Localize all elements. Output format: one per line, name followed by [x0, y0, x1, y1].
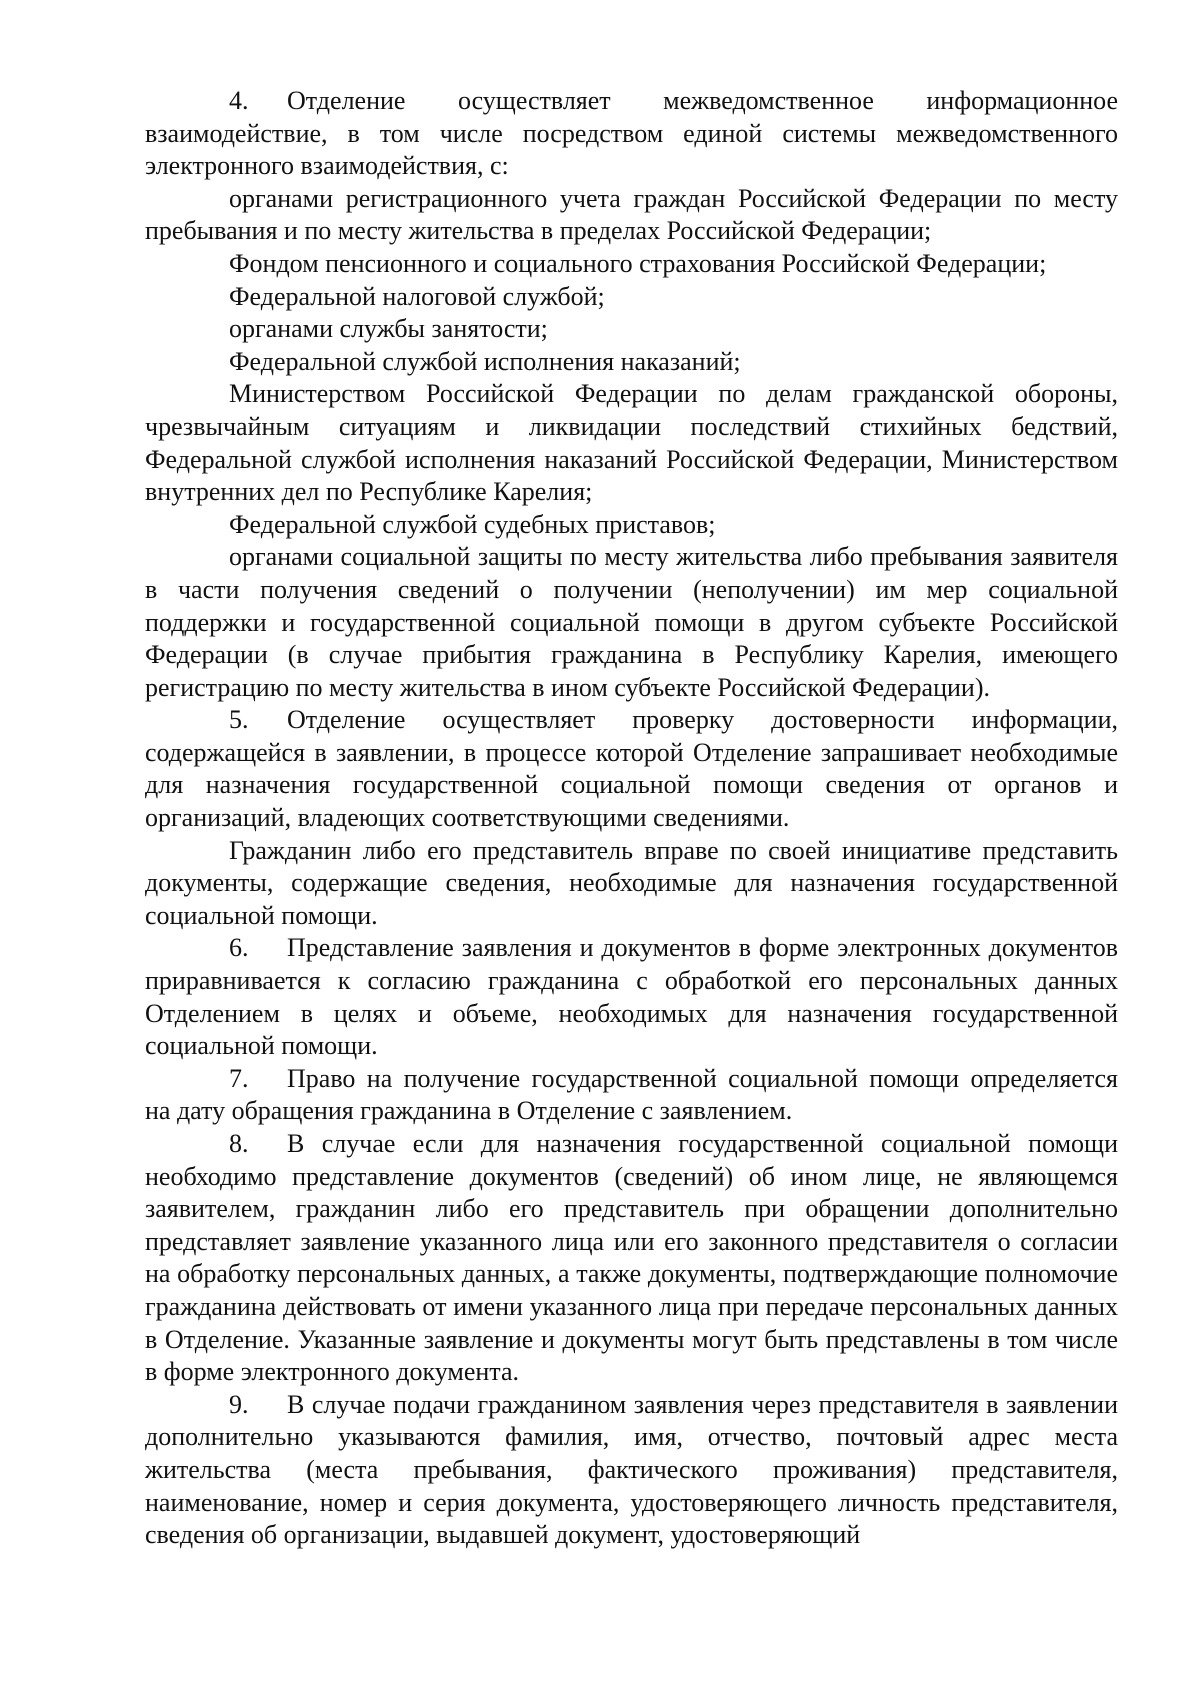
paragraph-text: Право на получение государственной социальной помощи определяется на дату обращения гражданина в Отделение с заявлением. — [145, 1063, 1118, 1126]
list-item — [145, 281, 1118, 314]
paragraph-number: 8. — [229, 1129, 249, 1158]
paragraph-text: Отделение осуществляет проверку достоверности информации, содержащейся в заявлении, в процессе которой Отделение запрашивает необходимые для назначения государственной социальной помощи сведения от органов и организаций, владеющих соответствующими сведениями. — [145, 705, 1118, 833]
paragraph-text: Отделение осуществляет межведомственное информационное взаимодействие, в том числе посредством единой системы межведомственного электронного взаимодействия, с: — [145, 86, 1118, 181]
paragraph-text: органами социальной защиты по месту жительства либо пребывания заявителя в части получения сведений о получении (неполучении) им мер социальной поддержки и государственной социальной помощи в другом субъекте Российской Федерации (в случае прибытия гражданина в Республику Карелия, имеющего регистрацию по месту жительства в ином субъекте Российской Федерации). — [145, 542, 1118, 702]
paragraph-text: Фондом пенсионного и социального страхования Российской Федерации; — [229, 248, 1047, 278]
list-item — [145, 378, 1118, 508]
paragraph-4 — [145, 85, 1118, 183]
paragraph-5 — [145, 704, 1118, 834]
paragraph-text: Представление заявления и документов в форме электронных документов приравнивается к согласию гражданина с обработкой его персональных данных Отделением в целях и объеме, необходимых для назначения государственной социальной помощи. — [145, 933, 1118, 1061]
list-item — [145, 248, 1118, 281]
paragraph-number: 5. — [229, 705, 249, 735]
paragraph-text: Федеральной службой судебных приставов; — [229, 509, 716, 539]
list-item — [145, 346, 1118, 379]
paragraph-text: органами службы занятости; — [229, 314, 548, 344]
list-item — [145, 183, 1118, 248]
paragraph-text: В случае если для назначения государственной социальной помощи необходимо представление документов (сведений) об ином лице, не являющемся заявителем, гражданин либо его представитель при обращении дополнительно представляет заявление указанного лица или его законного представителя о согласии на обработку персональных данных, а также документы, подтверждающие полномочие гражданина действовать от имени указанного лица при передаче персональных данных в Отделение. Указанные заявление и документы могут быть представлены в том числе в форме электронного документа. — [145, 1129, 1118, 1387]
paragraph-text: органами регистрационного учета граждан Российской Федерации по месту пребывания и по месту жительства в пределах Российской Федерации; — [145, 183, 1118, 246]
paragraph-text: Министерством Российской Федерации по делам гражданской обороны, чрезвычайным ситуациям и ликвидации последствий стихийных бедствий, Федеральной службой исполнения наказаний Российской Федерации, Министерством внутренних дел по Республике Карелия; — [145, 379, 1118, 507]
paragraph-text: Гражданин либо его представитель вправе по своей инициативе представить документы, содержащие сведения, необходимые для назначения государственной социальной помощи. — [145, 835, 1118, 930]
paragraph-number: 6. — [229, 933, 249, 963]
paragraph-8 — [145, 1128, 1118, 1389]
paragraph-text: Федеральной службой исполнения наказаний; — [229, 346, 741, 376]
paragraph-text: Федеральной налоговой службой; — [229, 281, 605, 311]
paragraph-number: 9. — [229, 1389, 249, 1419]
paragraph-number: 7. — [229, 1063, 249, 1093]
paragraph-text-block — [145, 835, 1118, 933]
paragraph-6 — [145, 932, 1118, 1062]
list-item — [145, 541, 1118, 704]
paragraph-9 — [145, 1389, 1118, 1552]
paragraph-text: В случае подачи гражданином заявления через представителя в заявлении дополнительно указываются фамилия, имя, отчество, почтовый адрес места жительства (места пребывания, фактического проживания) представителя, наименование, номер и серия документа, удостоверяющего личность представителя, сведения об организации, выдавшей документ, удостоверяющий — [145, 1389, 1118, 1550]
paragraph-number: 4. — [229, 86, 249, 115]
list-item — [145, 313, 1118, 346]
list-item — [145, 509, 1118, 542]
paragraph-7 — [145, 1063, 1118, 1128]
